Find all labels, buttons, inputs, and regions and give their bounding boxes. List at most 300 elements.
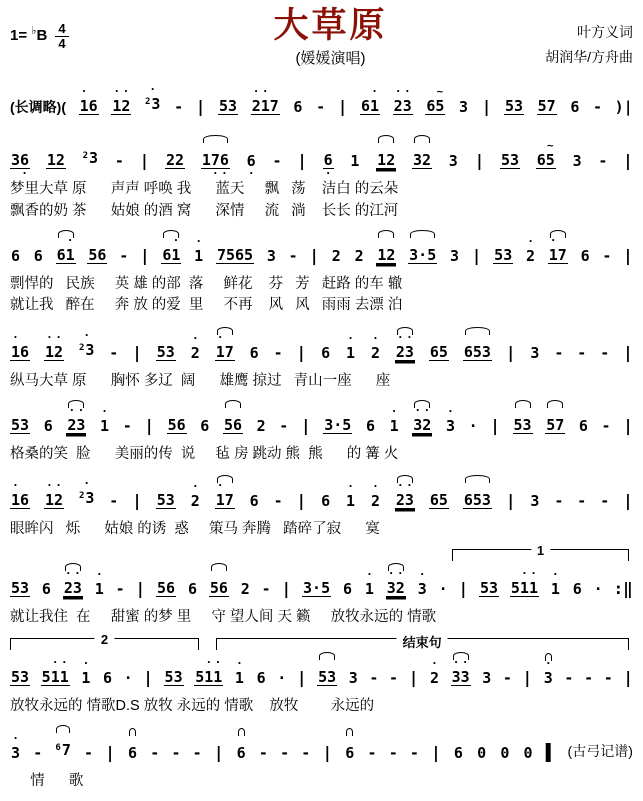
- note-digits: 1: [346, 343, 356, 362]
- octave-dots-above: ·: [447, 404, 457, 418]
- note-group: [345, 482, 356, 518]
- note-digits: 7565: [216, 245, 254, 264]
- note-group: [572, 142, 583, 178]
- octave-dots-below: [51, 361, 60, 370]
- note-digits: 53: [164, 667, 183, 686]
- note-digits: 53: [11, 667, 30, 686]
- note-group: [236, 734, 247, 770]
- note-group: [479, 569, 499, 606]
- octave-dots-below: [87, 169, 96, 178]
- dash-note: -: [367, 744, 377, 763]
- note-digits: 3: [450, 246, 460, 265]
- note-group: [10, 569, 30, 606]
- octave-dots-below: [367, 434, 376, 443]
- note-digits: 12: [46, 151, 65, 170]
- octave-dots-above: [251, 334, 260, 345]
- note-group: [523, 734, 534, 770]
- barline: |: [522, 667, 533, 687]
- octave-dots-below: [574, 169, 583, 178]
- note-group: [194, 655, 224, 695]
- octave-dots-below: [238, 761, 247, 770]
- octave-dots-above: ·: [12, 479, 31, 493]
- note-group: [463, 333, 492, 370]
- note-digits: 57: [537, 97, 556, 116]
- note-digits: 53: [479, 579, 499, 598]
- octave-dots-below: [347, 361, 356, 370]
- octave-dots-above: ··: [196, 655, 224, 669]
- barline: |: [132, 491, 142, 511]
- note-digits: 53: [156, 342, 175, 361]
- note-group: [249, 334, 260, 370]
- final-barline: ▌: [545, 743, 556, 763]
- note-digits: 61: [360, 97, 380, 116]
- octave-dots-below: [525, 761, 534, 770]
- octave-dots-above: ··: [68, 403, 87, 417]
- note-digits: 12: [44, 342, 64, 361]
- note-group: [190, 482, 201, 518]
- octave-dots-below: [474, 361, 483, 370]
- octave-dots-above: ··: [452, 655, 471, 669]
- octave-dots-below: [83, 686, 92, 695]
- octave-dots-below: [372, 361, 381, 370]
- octave-dots-above: [163, 333, 172, 344]
- octave-dots-below: [258, 434, 267, 443]
- note-digits: 217: [251, 97, 279, 116]
- note-group: [56, 233, 76, 273]
- note-digits: 1: [234, 668, 244, 687]
- dash-note: -: [84, 744, 94, 763]
- octave-dots-above: ·: [101, 404, 111, 418]
- note-group: [578, 407, 589, 443]
- octave-dots-below: [436, 509, 445, 518]
- note-digits: 6: [580, 246, 590, 265]
- notes-row: [10, 561, 633, 606]
- dash-note: -: [280, 744, 290, 763]
- note-digits: 6: [41, 580, 51, 599]
- note-digits: 23: [395, 342, 414, 361]
- dash-note: -: [409, 744, 419, 763]
- note-digits: 2: [370, 492, 380, 511]
- note-digits: 53: [494, 245, 513, 264]
- note-group: [216, 236, 254, 273]
- note-group: [156, 333, 176, 370]
- key-prefix: 1=: [10, 27, 28, 45]
- octave-dots-below: [372, 509, 381, 518]
- note-group: [165, 141, 185, 178]
- octave-dots-below: [436, 361, 445, 370]
- note-digits: 3: [348, 668, 358, 687]
- note-group: [218, 87, 238, 124]
- octave-dots-below: [391, 434, 400, 443]
- octave-dots-below: [202, 434, 211, 443]
- note-digits: 653: [463, 491, 491, 510]
- octave-dots-above: [436, 333, 445, 344]
- octave-dots-below: [352, 169, 361, 178]
- dash-note: -: [564, 668, 574, 687]
- octave-dots-above: ··: [113, 85, 132, 99]
- system-6: [10, 471, 633, 539]
- octave-dots-below: [45, 434, 54, 443]
- note-digits: 57: [546, 415, 565, 434]
- note-digits: 6: [43, 416, 53, 435]
- note-group: [190, 331, 202, 370]
- note-group: [572, 570, 583, 606]
- octave-dots-below: [12, 264, 21, 273]
- dash-note: -: [279, 416, 289, 435]
- octave-dots-below: [500, 264, 509, 273]
- octave-dots-below: [258, 686, 267, 695]
- note-group: [66, 403, 87, 443]
- octave-dots-below: [324, 686, 333, 695]
- note-group: [215, 330, 236, 370]
- note-group: [82, 139, 99, 178]
- octave-dots-below: ·: [247, 167, 257, 181]
- octave-dots-above: ··: [64, 567, 84, 581]
- note-group: [292, 88, 303, 124]
- note-digits: 6: [236, 744, 246, 763]
- octave-dots-below: ·: [324, 167, 334, 181]
- note-group: [393, 87, 413, 124]
- octave-dots-above: ··: [387, 567, 407, 581]
- barline: |: [281, 579, 292, 599]
- note-digits: 53: [11, 415, 30, 434]
- credits: [501, 6, 633, 70]
- note-group: [429, 481, 449, 518]
- note-digits: 6: [572, 580, 582, 599]
- octave-dots-below: [419, 434, 428, 443]
- octave-dots-below: [545, 686, 554, 695]
- note-digits: 6: [321, 343, 331, 362]
- octave-dots-below: [17, 597, 26, 606]
- octave-dots-above: ·: [163, 233, 182, 247]
- note-group: [412, 141, 432, 178]
- octave-dots-below: [52, 686, 61, 695]
- dash-note: -: [601, 416, 611, 435]
- note-digits: 1: [364, 580, 374, 599]
- note-digits: 23: [67, 415, 86, 434]
- notes-row: [10, 471, 633, 518]
- octave-dots-below: [527, 264, 536, 273]
- barline: |: [431, 743, 441, 763]
- note-group: [199, 407, 210, 443]
- note-digits: 0: [523, 744, 533, 763]
- octave-dots-above: ··: [394, 85, 414, 99]
- note-digits: 56: [167, 415, 186, 434]
- dash-note: -: [600, 492, 610, 511]
- octave-dots-below: [383, 169, 392, 178]
- octave-dots-above: ·: [80, 85, 100, 99]
- octave-dots-below: [486, 597, 495, 606]
- octave-dots-above: ·: [366, 568, 376, 582]
- octave-dots-below: [83, 361, 92, 370]
- octave-dots-above: ·: [83, 477, 93, 491]
- octave-dots-below: [532, 509, 541, 518]
- note-digits: 36: [11, 151, 30, 170]
- barline: |: [296, 667, 307, 687]
- octave-dots-below: [383, 264, 392, 273]
- note-digits: 6: [187, 580, 197, 599]
- dash-note: -: [273, 492, 283, 511]
- note-digits: 32: [412, 151, 432, 170]
- note-digits: 65: [536, 151, 555, 170]
- score-text: ·: [468, 416, 478, 435]
- dash-note: -: [389, 668, 399, 687]
- note-digits: 176: [201, 151, 229, 170]
- note-group: [33, 237, 44, 273]
- note-digits: 3: [445, 416, 455, 435]
- note-digits: 1: [81, 668, 91, 687]
- note-digits: 53: [500, 151, 520, 170]
- octave-dots-above: ·: [418, 568, 429, 582]
- note-group: [102, 659, 113, 695]
- octave-dots-below: [322, 361, 331, 370]
- score-header: [10, 6, 633, 70]
- octave-dots-above: ··: [512, 567, 540, 581]
- lyrics-line: 飘香的奶 茶 姑娘 的酒 窝 深情 流 淌 长长 的江河: [10, 202, 399, 219]
- note-digits: 1: [389, 416, 399, 435]
- note-group: [266, 237, 277, 273]
- octave-dots-below: [101, 434, 110, 443]
- note-digits: 2: [190, 343, 200, 362]
- note-digits: 6: [578, 416, 588, 435]
- score-text: (长调略)(: [10, 99, 66, 116]
- note-group: [256, 407, 267, 443]
- octave-dots-below: [574, 597, 583, 606]
- octave-dots-below: [232, 264, 241, 273]
- note-group: [543, 656, 555, 695]
- note-digits: 1: [194, 246, 204, 265]
- octave-dots-below: [582, 264, 591, 273]
- octave-dots-below: [402, 361, 411, 370]
- octave-dots-above: ··: [46, 330, 65, 344]
- note-group: [144, 85, 161, 124]
- octave-dots-below: [51, 509, 60, 518]
- barline: |: [135, 579, 146, 599]
- note-digits: 12: [112, 97, 131, 116]
- notes-row: [10, 323, 633, 370]
- octave-dots-below: [367, 115, 376, 124]
- note-digits: 2: [240, 580, 250, 599]
- dash-note: -: [388, 744, 398, 763]
- note-digits: 53: [219, 97, 238, 116]
- note-group: [323, 406, 352, 443]
- note-digits: 56: [209, 579, 228, 598]
- note-group: [448, 142, 459, 178]
- note-group: [463, 481, 492, 518]
- octave-dots-above: ·: [347, 480, 357, 494]
- octave-dots-below: [17, 434, 26, 443]
- barline: |: [139, 245, 150, 265]
- note-group: [323, 141, 334, 181]
- octave-dots-below: [251, 509, 260, 518]
- barline: |: [623, 667, 633, 687]
- note-digits: 65: [426, 97, 445, 116]
- note-digits: 6: [256, 668, 266, 687]
- note-group: [545, 406, 565, 443]
- note-digits: 2: [331, 246, 341, 265]
- time-top: 4: [55, 22, 68, 37]
- octave-dots-below: [242, 597, 251, 606]
- octave-dots-above: ·: [95, 568, 106, 582]
- note-digits: 2: [190, 492, 200, 511]
- octave-dots-below: [457, 686, 466, 695]
- octave-dots-below: [221, 361, 230, 370]
- note-digits: 6: [321, 492, 331, 511]
- note-digits: 17: [548, 245, 567, 264]
- octave-dots-above: [474, 333, 483, 344]
- note-digits: 6: [128, 744, 138, 763]
- note-group: [78, 479, 95, 518]
- note-group: [99, 404, 111, 443]
- octave-dots-below: [104, 686, 113, 695]
- octave-dots-below: [60, 761, 69, 770]
- note-group: [10, 481, 30, 518]
- note-group: [417, 570, 428, 606]
- notes-row: [10, 398, 633, 443]
- note-digits: 2: [256, 416, 266, 435]
- octave-dots-below: [43, 597, 52, 606]
- note-group: [43, 407, 54, 443]
- note-group: [164, 658, 184, 695]
- score-body: [10, 77, 633, 791]
- note-digits: 23: [395, 491, 414, 510]
- note-digits: 3: [448, 152, 458, 171]
- barline: |: [195, 97, 206, 117]
- system-9: [10, 723, 633, 791]
- octave-dots-above: ·: [195, 234, 205, 248]
- octave-dots-above: ·: [82, 656, 92, 670]
- note-group: [193, 234, 205, 273]
- barline: |: [481, 97, 492, 117]
- note-group: [246, 142, 257, 181]
- note-group: [54, 731, 71, 770]
- note-group: [187, 570, 198, 606]
- octave-dots-below: [519, 434, 528, 443]
- octave-dots-above: [532, 334, 541, 345]
- barline: |: [337, 97, 348, 117]
- octave-dots-above: [238, 734, 247, 745]
- volta-bracket: [10, 631, 199, 650]
- octave-dots-above: ·: [216, 330, 236, 344]
- note-digits: 12: [44, 491, 64, 510]
- barline: |: [105, 743, 115, 763]
- octave-dots-below: [163, 597, 172, 606]
- lyrics-line: 就让我 醉在 奔 放 的爱 里 不再 风 风 雨雨 去漂 泊: [10, 297, 403, 314]
- octave-dots-above: ··: [42, 655, 71, 669]
- octave-dots-above: ·: [372, 331, 382, 345]
- octave-dots-below: [170, 686, 179, 695]
- octave-dots-below: [350, 686, 359, 695]
- note-group: [513, 406, 533, 443]
- octave-dots-above: [525, 734, 534, 745]
- octave-dots-above: ·: [390, 404, 400, 418]
- octave-dots-below: [192, 361, 201, 370]
- note-group: [10, 141, 31, 181]
- octave-dots-above: ·: [362, 85, 381, 99]
- system-5: [10, 398, 633, 464]
- octave-dots-below: ·: [12, 167, 31, 181]
- notes-row: [10, 77, 633, 124]
- octave-dots-above: [502, 734, 511, 745]
- octave-dots-below: [322, 509, 331, 518]
- note-group: [449, 237, 460, 273]
- barline: |: [471, 245, 482, 265]
- barline: |: [623, 491, 633, 511]
- note-group: [10, 330, 31, 370]
- note-group: [249, 482, 260, 518]
- note-group: [331, 237, 342, 273]
- note-digits: 0: [500, 744, 510, 763]
- system-2: [10, 131, 633, 221]
- octave-dots-below: [460, 115, 469, 124]
- barline: |: [505, 342, 516, 362]
- octave-dots-above: ·: [552, 568, 562, 582]
- dash-note: -: [119, 246, 129, 265]
- notes-row: [10, 131, 633, 181]
- note-digits: 65: [429, 491, 448, 510]
- dash-note: -: [261, 580, 271, 599]
- note-digits: 3: [572, 152, 582, 171]
- note-digits: 6: [246, 152, 256, 171]
- note-group: [342, 570, 353, 606]
- dash-note: -: [502, 668, 512, 687]
- barline: |: [297, 151, 307, 171]
- note-group: [201, 141, 231, 181]
- note-digits: 6: [570, 98, 580, 117]
- note-digits: 32: [386, 579, 405, 598]
- octave-dots-above: [478, 734, 487, 745]
- octave-dots-below: [572, 115, 581, 124]
- note-digits: 53: [513, 415, 532, 434]
- lyrics-line: 就让我住 在 甜蜜 的梦 里 守 望人间 天 籁 放牧永远的 情歌: [10, 609, 437, 626]
- note-group: [167, 406, 187, 443]
- note-group: [10, 658, 30, 695]
- note-digits: 6: [200, 416, 210, 435]
- octave-dots-below: [70, 597, 79, 606]
- note-digits: 6: [453, 744, 463, 763]
- grace-note: 2: [78, 491, 85, 502]
- score-text: ·: [277, 668, 287, 687]
- barline: |: [623, 342, 633, 362]
- dash-note: -: [174, 98, 184, 117]
- note-group: [79, 87, 99, 124]
- note-group: [161, 233, 182, 273]
- song-title: 大草原: [273, 6, 388, 45]
- barline: |: [139, 151, 150, 171]
- note-group: [78, 328, 95, 370]
- octave-dots-below: [163, 509, 172, 518]
- dash-note: -: [272, 152, 282, 171]
- octave-dots-above: ·: [149, 83, 159, 97]
- note-group: [389, 404, 400, 443]
- note-digits: 6: [103, 668, 113, 687]
- octave-dots-above: ~: [427, 85, 446, 99]
- note-group: [370, 331, 382, 370]
- octave-dots-below: [447, 434, 456, 443]
- octave-dots-below: [236, 686, 245, 695]
- note-group: [63, 569, 83, 606]
- octave-dots-below: [205, 686, 214, 695]
- barline: |: [296, 342, 307, 362]
- dash-note: -: [598, 152, 608, 171]
- note-digits: 511: [41, 667, 69, 686]
- note-group: [209, 569, 229, 606]
- note-digits: 6: [323, 151, 333, 170]
- octave-dots-below: [543, 115, 552, 124]
- octave-dots-below: [35, 264, 44, 273]
- note-group: [44, 481, 64, 518]
- note-digits: 2: [370, 343, 380, 362]
